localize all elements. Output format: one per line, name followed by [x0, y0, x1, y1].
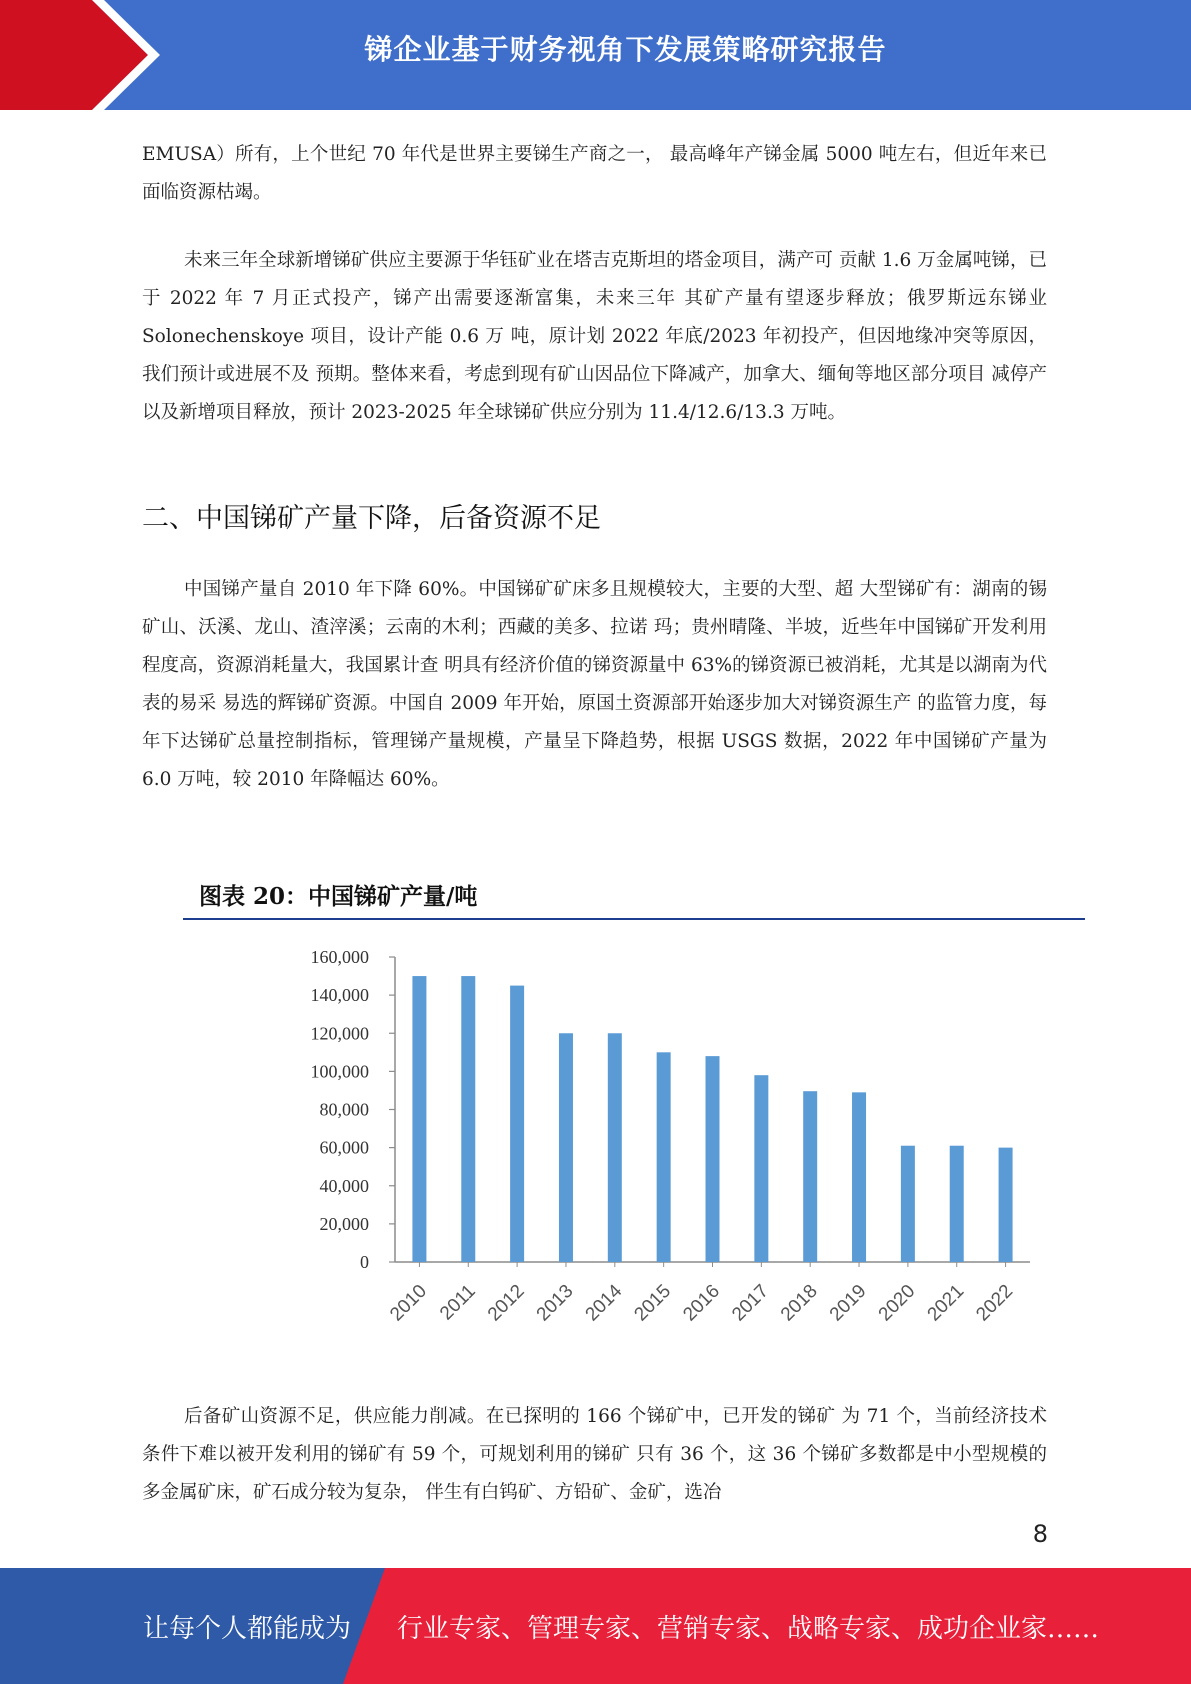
x-tick-label: 2015	[630, 1280, 676, 1326]
y-tick-label: 80,000	[319, 1099, 369, 1120]
y-tick-label: 20,000	[319, 1213, 369, 1234]
paragraph-supply: 未来三年全球新增锑矿供应主要源于华钰矿业在塔吉克斯坦的塔金项目，满产可 贡献 1.6 万金属吨锑，已于 2022 年 7 月正式投产，锑产出需要逐渐富集，未来三年 其矿产量有望逐步释放；俄罗斯远东锑业 Solonechenskoye 项目，设计产能 0.6 万 吨，原计划 2022 年底/2023 年初投产，但因地缘冲突等原因，我们预计或进展不及 预期。整体来看，考虑到现有矿山因品位下降减产，加拿大、缅甸等地区部分项目 减停产以及新增项目释放，预计 2023-2025 年全球锑矿供应分别为 11.4/12.6/13.3 万吨。	[142, 250, 1047, 423]
y-tick-label: 60,000	[319, 1137, 369, 1158]
chart-title: 图表 20：中国锑矿产量/吨	[199, 883, 478, 910]
bar-2018	[803, 1091, 817, 1262]
x-tick-label: 2021	[923, 1280, 969, 1326]
x-tick-label: 2013	[532, 1280, 578, 1326]
x-tick-label: 2018	[776, 1280, 822, 1326]
bar-2019	[852, 1092, 866, 1262]
section-heading: 二、中国锑矿产量下降，后备资源不足	[142, 503, 601, 534]
page-number: 8	[1032, 1520, 1048, 1548]
x-tick-label: 2012	[483, 1280, 529, 1326]
y-tick-label: 120,000	[310, 1023, 369, 1044]
bar-2022	[999, 1148, 1013, 1262]
bar-2012	[510, 986, 524, 1262]
x-tick-label: 2014	[581, 1280, 627, 1326]
bar-2014	[608, 1033, 622, 1262]
bar-2017	[754, 1075, 768, 1262]
page-footer	[0, 1568, 1191, 1684]
y-tick-label: 140,000	[310, 985, 369, 1006]
footer-slogan-right: 行业专家、管理专家、营销专家、战略专家、成功企业家……	[397, 1614, 1100, 1644]
x-tick-label: 2022	[972, 1280, 1018, 1326]
paragraph-reserves: 后备矿山资源不足，供应能力削减。在已探明的 166 个锑矿中，已开发的锑矿 为 71 个，当前经济技术条件下难以被开发利用的锑矿有 59 个，可规划利用的锑矿 只有 36 个，这 36 个锑矿多数都是中小型规模的多金属矿床，矿石成分较为复杂， 伴生有白钨矿、方铅矿、金矿，选冶	[142, 1406, 1047, 1503]
y-tick-label: 0	[360, 1252, 369, 1272]
x-tick-label: 2019	[825, 1280, 871, 1326]
x-tick-label: 2020	[874, 1280, 920, 1326]
x-tick-label: 2017	[728, 1280, 773, 1326]
footer-slogan-left: 让每个人都能成为	[143, 1614, 352, 1644]
x-tick-label: 2011	[436, 1280, 480, 1325]
bar-2010	[412, 976, 426, 1262]
y-tick-label: 40,000	[319, 1175, 369, 1196]
y-tick-label: 160,000	[310, 947, 369, 967]
paragraph-intro: EMUSA）所有，上个世纪 70 年代是世界主要锑生产商之一， 最高峰年产锑金属 5000 吨左右，但近年来已面临资源枯竭。	[142, 144, 1047, 203]
bar-2020	[901, 1146, 915, 1262]
bar-2011	[461, 976, 475, 1262]
x-tick-label: 2010	[386, 1280, 431, 1326]
y-tick-label: 100,000	[310, 1061, 369, 1082]
bar-2015	[657, 1052, 671, 1262]
bar-2016	[706, 1056, 720, 1262]
bar-2013	[559, 1033, 573, 1262]
bar-2021	[950, 1146, 964, 1262]
paragraph-china-output: 中国锑产量自 2010 年下降 60%。中国锑矿矿床多且规模较大，主要的大型、超 大型锑矿有：湖南的锡矿山、沃溪、龙山、渣滓溪；云南的木利；西藏的美多、拉诺 玛；贵州晴隆、半坡，近些年中国锑矿开发利用程度高，资源消耗量大，我国累计查 明具有经济价值的锑资源量中 63%的锑资源已被消耗，尤其是以湖南为代表的易采 易选的辉锑矿资源。中国自 2009 年开始，原国土资源部开始逐步加大对锑资源生产 的监管力度，每年下达锑矿总量控制指标，管理锑产量规模，产量呈下降趋势，根据 USGS 数据，2022 年中国锑矿产量为 6.0 万吨，较 2010 年降幅达 60%。	[142, 579, 1047, 790]
report-title: 锑企业基于财务视角下发展策略研究报告	[364, 33, 887, 66]
x-tick-label: 2016	[679, 1280, 725, 1326]
